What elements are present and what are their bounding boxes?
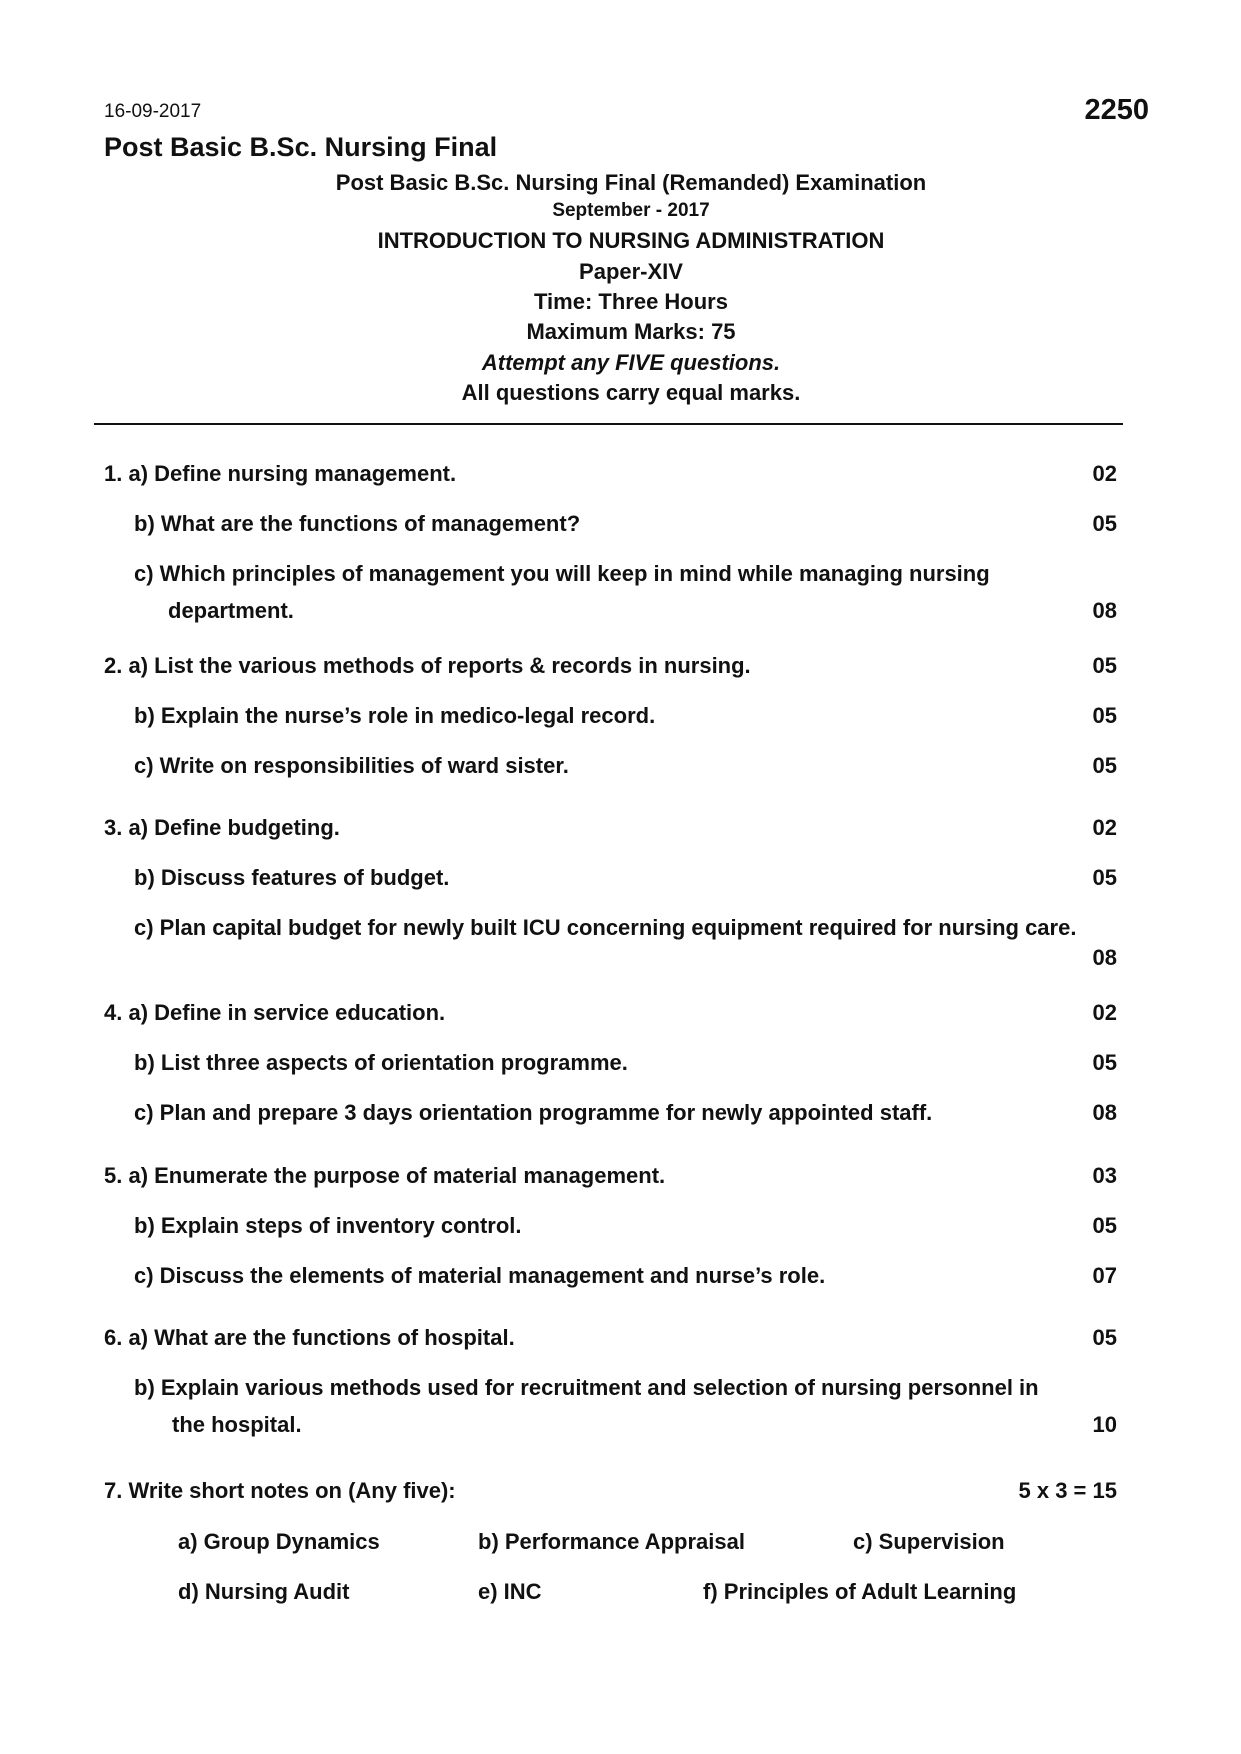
paper-number: Paper-XIV xyxy=(579,259,683,284)
paper-code: 2250 xyxy=(1084,94,1149,126)
q6b-text-cont: the hospital. xyxy=(172,1412,302,1437)
q5a-marks: 03 xyxy=(1092,1163,1117,1188)
q5b-marks: 05 xyxy=(1092,1213,1117,1238)
q2a-text: 2. a) List the various methods of reports & records in nursing. xyxy=(104,653,751,678)
q7-marks: 5 x 3 = 15 xyxy=(1018,1478,1117,1503)
q5a-text: 5. a) Enumerate the purpose of material management. xyxy=(104,1163,666,1188)
short-note-item: b) Performance Appraisal xyxy=(478,1529,745,1554)
q1b-text: b) What are the functions of management? xyxy=(134,511,581,536)
exam-date: 16-09-2017 xyxy=(104,101,202,122)
q1b-marks: 05 xyxy=(1092,511,1117,536)
q2c-text: c) Write on responsibilities of ward sister. xyxy=(134,753,569,778)
q2c-marks: 05 xyxy=(1092,753,1117,778)
q4a-marks: 02 xyxy=(1092,1000,1117,1025)
course-title: Post Basic B.Sc. Nursing Final xyxy=(104,132,498,162)
q1a-marks: 02 xyxy=(1092,461,1117,486)
subject-title: INTRODUCTION TO NURSING ADMINISTRATION xyxy=(377,228,885,253)
max-marks: Maximum Marks: 75 xyxy=(526,319,736,344)
q5c-text: c) Discuss the elements of material management and nurse’s role. xyxy=(134,1263,826,1288)
short-note-item: f) Principles of Adult Learning xyxy=(703,1579,1017,1604)
q3a-text: 3. a) Define budgeting. xyxy=(104,815,340,840)
exam-time: Time: Three Hours xyxy=(534,289,728,314)
short-note-item: d) Nursing Audit xyxy=(178,1579,350,1604)
header-divider xyxy=(94,423,1123,425)
exam-title: Post Basic B.Sc. Nursing Final (Remanded) Examination xyxy=(335,170,927,195)
q2b-text: b) Explain the nurse’s role in medico-legal record. xyxy=(134,703,656,728)
marks-note: All questions carry equal marks. xyxy=(461,380,801,405)
q1c-text-cont: department. xyxy=(168,598,294,623)
q2a-marks: 05 xyxy=(1092,653,1117,678)
q3a-marks: 02 xyxy=(1092,815,1117,840)
short-note-item: a) Group Dynamics xyxy=(178,1529,380,1554)
q3c-text: c) Plan capital budget for newly built ICU concerning equipment required for nursing care. xyxy=(134,915,1077,940)
q4a-text: 4. a) Define in service education. xyxy=(104,1000,446,1025)
q6b-text: b) Explain various methods used for recruitment and selection of nursing personnel in xyxy=(134,1375,1039,1400)
q3b-text: b) Discuss features of budget. xyxy=(134,865,450,890)
q6a-marks: 05 xyxy=(1092,1325,1117,1350)
short-note-item: e) INC xyxy=(478,1579,542,1604)
exam-session: September - 2017 xyxy=(552,200,710,221)
q4c-marks: 08 xyxy=(1092,1100,1117,1125)
instruction: Attempt any FIVE questions. xyxy=(481,350,781,375)
q5b-text: b) Explain steps of inventory control. xyxy=(134,1213,522,1238)
q1a-text: 1. a) Define nursing management. xyxy=(104,461,457,486)
q4b-text: b) List three aspects of orientation programme. xyxy=(134,1050,628,1075)
q1c-text: c) Which principles of management you will keep in mind while managing nursing xyxy=(134,561,990,586)
q6a-text: 6. a) What are the functions of hospital. xyxy=(104,1325,515,1350)
q3c-marks: 08 xyxy=(1092,945,1117,970)
q5c-marks: 07 xyxy=(1092,1263,1117,1288)
q6b-marks: 10 xyxy=(1092,1412,1117,1437)
q4b-marks: 05 xyxy=(1092,1050,1117,1075)
q3b-marks: 05 xyxy=(1092,865,1117,890)
q4c-text: c) Plan and prepare 3 days orientation programme for newly appointed staff. xyxy=(134,1100,933,1125)
q1c-marks: 08 xyxy=(1092,598,1117,623)
short-note-item: c) Supervision xyxy=(853,1529,1005,1554)
q7-text: 7. Write short notes on (Any five): xyxy=(104,1478,456,1503)
q2b-marks: 05 xyxy=(1092,703,1117,728)
